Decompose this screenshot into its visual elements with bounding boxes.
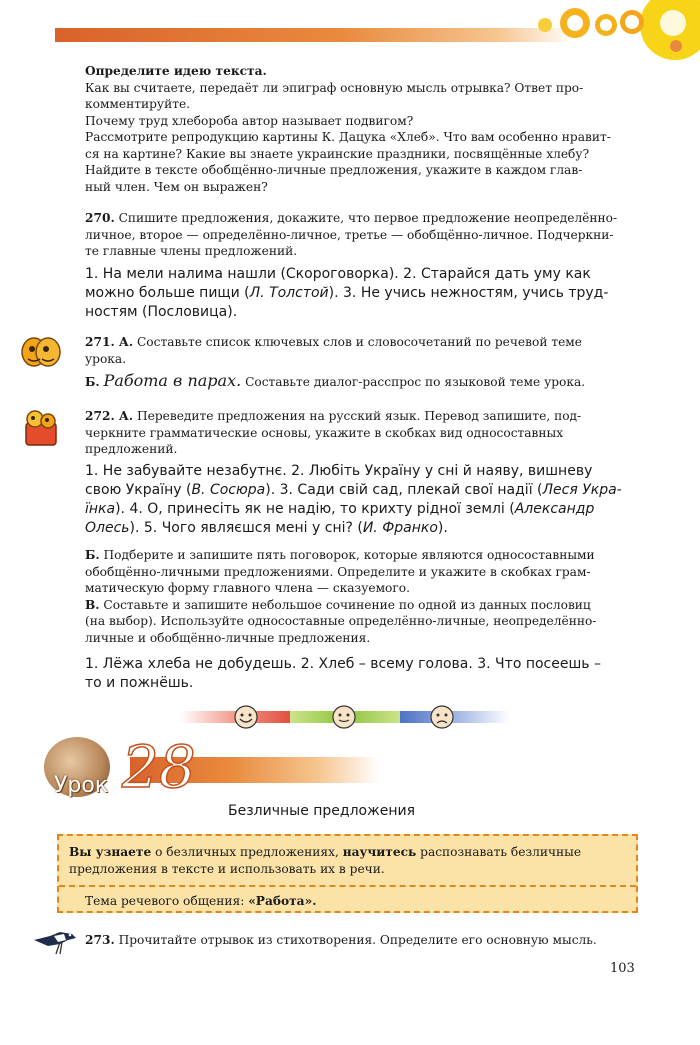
exercise-number: 271. А. [85, 335, 134, 349]
happy-face-icon [232, 704, 260, 730]
intro-line: Рассмотрите репродукцию картины К. Дацука «Хлеб». Что вам особенно нравит- [85, 130, 611, 144]
text-line: 1. Не забувайте незабутнє. 2. Любіть Україну у сні й наяву, вишневу [85, 463, 593, 479]
exercise-272-proverbs [85, 655, 645, 693]
exercise-task-line: те главные члены предложений. [85, 244, 298, 258]
exercise-272-b [85, 547, 645, 646]
exercise-number: 273. [85, 933, 115, 947]
subtask-text: Составьте и запишите небольшое сочинение по одной из данных пословиц [103, 597, 591, 612]
text-line: свою Україну (В. Сосюра). 3. Сади свій сад, плекай свої надії (Леся Укра- [85, 482, 622, 498]
header-circles [520, 0, 700, 65]
exercise-272-task [85, 408, 645, 458]
exercise-task-line: Составьте список ключевых слов и словосочетаний по речевой теме [136, 335, 582, 349]
subtask-label: Б. [85, 375, 100, 389]
speech-theme: Тема речевого общения: «Работа». [85, 894, 317, 908]
text-line: їнка). 4. О, принесіть як не надію, то крихту рідної землі (Александр [85, 501, 595, 517]
exercise-272-ukr-text [85, 462, 645, 538]
subtask-text: обобщённо-личными предложениями. Определите и укажите в скобках грам- [85, 564, 591, 579]
text-line: Олесь). 5. Чого являєшся мені у сні? (И. Франко). [85, 520, 448, 536]
translation-icon [20, 407, 62, 449]
intro-heading: Определите идею текста. [85, 64, 267, 78]
exercise-270 [85, 210, 645, 260]
separator-decor [180, 704, 510, 734]
smiling-face-icon [330, 704, 358, 730]
exercise-number: 272. А. [85, 409, 134, 423]
exercise-task-line: Переведите предложения на русский язык. Перевод запишите, под- [136, 409, 582, 423]
goals-line: предложения в тексте и использовать их в речи. [69, 861, 385, 876]
text-line: можно больше пищи (Л. Толстой). 3. Не учись нежностям, учись труд- [85, 285, 609, 301]
lesson-word: Урок [54, 773, 109, 798]
subtask-text: (на выбор). Используйте односоставные определённо-личные, неопределённо- [85, 614, 597, 628]
author-name: Л. Толстой [249, 285, 329, 301]
group-work-icon [20, 332, 62, 372]
handwritten-label: Работа в парах. [103, 371, 242, 390]
page-number: 103 [610, 961, 635, 976]
exercise-271 [85, 334, 645, 391]
exercise-task-line: предложений. [85, 442, 178, 456]
exercise-273 [85, 932, 645, 949]
intro-line: Найдите в тексте обобщённо-личные предложения, укажите в каждом глав- [85, 163, 583, 177]
exercise-task-line: урока. [85, 351, 127, 366]
intro-line: комментируйте. [85, 97, 191, 111]
subtask-text: матическую форму главного члена — сказуемого. [85, 581, 410, 595]
intro-line: Почему труд хлебороба автор называет подвигом? [85, 113, 414, 128]
exercise-task-line: черкните грамматические основы, укажите в скобках вид односоставных [85, 425, 564, 440]
text-line: 1. Лёжа хлеба не добудешь. 2. Хлеб – всему голова. 3. Что посеешь – [85, 656, 601, 672]
subtask-label: Б. [85, 548, 100, 562]
intro-block [85, 63, 645, 195]
text-line: то и пожнёшь. [85, 675, 194, 691]
subtask-label: В. [85, 597, 100, 612]
intro-line: ся на картине? Какие вы знаете украинские праздники, посвящённые хлебу? [85, 146, 590, 161]
exercise-task-line: личное, второе — определённо-личное, третье — обобщённо-личное. Подчеркни- [85, 227, 614, 242]
magpie-icon [30, 922, 80, 956]
sad-face-icon [428, 704, 456, 730]
header-decor-bar [55, 28, 575, 42]
lesson-header [40, 735, 380, 805]
lesson-title: Безличные предложения [228, 803, 415, 819]
text-line: ностям (Пословица). [85, 304, 238, 320]
subtask-text: Составьте диалог-расспрос по языковой теме урока. [245, 375, 586, 389]
exercise-270-text [85, 265, 645, 322]
exercise-number: 270. [85, 211, 115, 225]
intro-line: ный член. Чем он выражен? [85, 179, 268, 194]
goals-line: Вы узнаете о безличных предложениях, научитесь распознавать безличные [69, 845, 582, 859]
subtask-text: Подберите и запишите пять поговорок, которые являются односоставными [103, 548, 595, 562]
exercise-task-line: Спишите предложения, докажите, что первое предложение неопределённо- [118, 211, 618, 225]
lesson-goals-box [57, 834, 638, 913]
subtask-text: личные и обобщённо-личные предложения. [85, 630, 371, 645]
lesson-number: 28 [122, 733, 196, 801]
text-line: 1. На мели налима нашли (Скороговорка). 2. Старайся дать уму как [85, 266, 591, 282]
intro-line: Как вы считаете, передаёт ли эпиграф основную мысль отрывка? Ответ про- [85, 80, 584, 95]
exercise-task-line: Прочитайте отрывок из стихотворения. Определите его основную мысль. [118, 933, 597, 947]
